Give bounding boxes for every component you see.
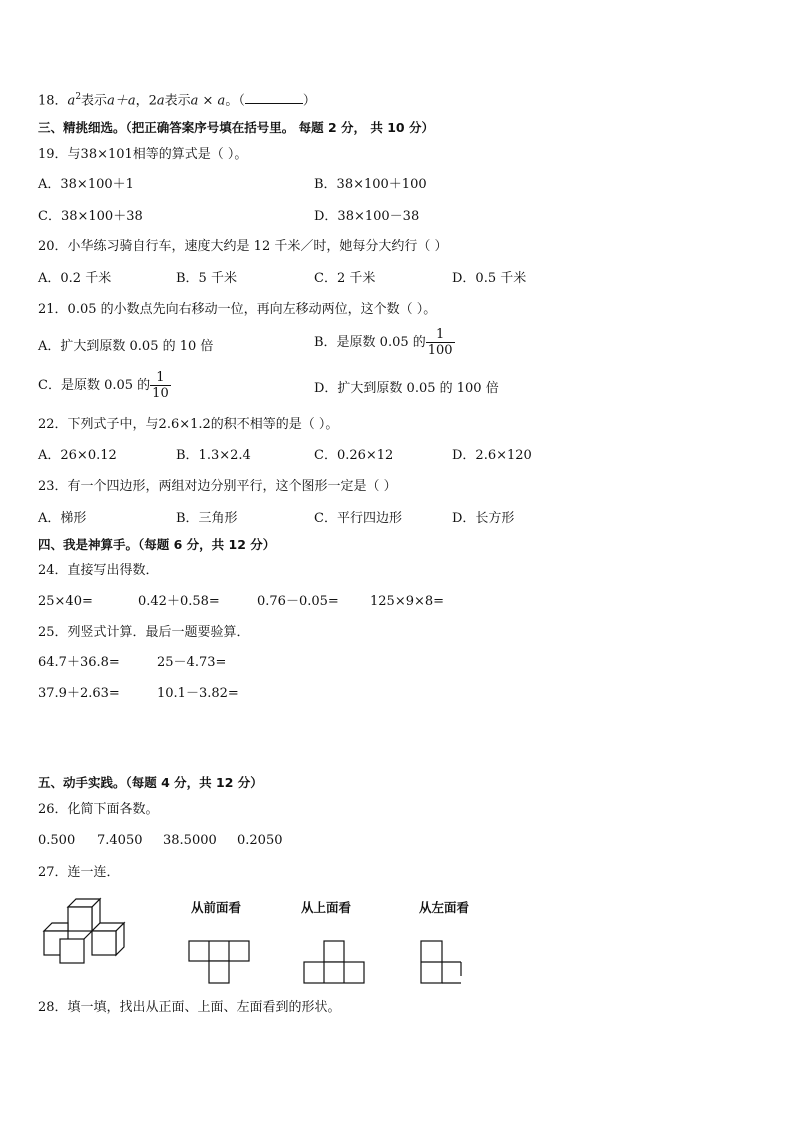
q22-option-c[interactable]: C．0.26×12	[314, 448, 394, 463]
fraction-1-100: $\frac{1}{100}$	[427, 327, 453, 358]
question-27-stem: 27．连一连．	[38, 865, 120, 880]
q24-expr-1: 25×40=	[38, 594, 93, 609]
section-5-heading: 五、动手实践。（每题 4 分，共 12 分）	[38, 775, 263, 790]
answer-blank[interactable]	[245, 91, 303, 104]
q19-option-d[interactable]: D．38×100－38	[314, 209, 420, 224]
q22-option-d[interactable]: D．2.6×120	[452, 448, 532, 463]
label-left-view: 从左面看	[419, 900, 470, 915]
q26-number-3: 38.5000	[163, 833, 217, 848]
question-22-stem: 22．下列式子中，与2.6×1.2的积不相等的是（ ）。	[38, 417, 339, 432]
q21-option-d[interactable]: D．扩大到原数 0.05 的 100 倍	[314, 381, 499, 396]
front-view-shape	[188, 940, 252, 986]
q21-option-a[interactable]: A．扩大到原数 0.05 的 10 倍	[38, 339, 214, 354]
cube-stack-figure	[42, 895, 138, 967]
question-18: 18．$a^2$表示a＋a，2a表示a × a。（ ）	[38, 92, 316, 109]
q26-number-4: 0.2050	[237, 833, 283, 848]
q20-option-c[interactable]: C．2 千米	[314, 271, 376, 286]
q23-option-a[interactable]: A．梯形	[38, 511, 87, 526]
q25-expr-1: 64.7＋36.8=	[38, 655, 120, 670]
q25-expr-2: 25－4.73=	[157, 655, 227, 670]
question-19-stem: 19．与38×101相等的算式是（ ）。	[38, 147, 248, 162]
fraction-1-10: $\frac{1}{10}$	[152, 370, 169, 401]
left-view-shape	[419, 940, 467, 986]
question-25-stem: 25．列竖式计算．最后一题要验算．	[38, 625, 250, 640]
q26-number-1: 0.500	[38, 833, 76, 848]
q23-option-d[interactable]: D．长方形	[452, 511, 515, 526]
label-front-view: 从前面看	[191, 900, 242, 915]
q19-option-b[interactable]: B．38×100＋100	[314, 177, 427, 192]
q23-option-b[interactable]: B．三角形	[176, 511, 238, 526]
question-28-stem: 28．填一填，找出从正面、上面、左面看到的形状。	[38, 1000, 341, 1015]
q20-option-d[interactable]: D．0.5 千米	[452, 271, 527, 286]
q26-number-2: 7.4050	[97, 833, 143, 848]
section-4-heading: 四、我是神算手。（每题 6 分，共 12 分）	[38, 537, 276, 552]
q24-expr-3: 0.76－0.05=	[257, 594, 339, 609]
q24-expr-4: 125×9×8=	[370, 594, 445, 609]
top-view-shape	[303, 940, 367, 986]
question-23-stem: 23．有一个四边形，两组对边分别平行，这个图形一定是（ ）	[38, 479, 397, 494]
q19-option-c[interactable]: C．38×100＋38	[38, 209, 143, 224]
q22-option-b[interactable]: B．1.3×2.4	[176, 448, 251, 463]
section-3-heading: 三、精挑细选。（把正确答案序号填在括号里。 每题 2 分， 共 10 分）	[38, 120, 434, 135]
q19-option-a[interactable]: A．38×100＋1	[38, 177, 134, 192]
q24-expr-2: 0.42＋0.58=	[138, 594, 220, 609]
q20-option-a[interactable]: A．0.2 千米	[38, 271, 112, 286]
label-top-view: 从上面看	[301, 900, 352, 915]
question-24-stem: 24．直接写出得数．	[38, 563, 159, 578]
q21-option-c[interactable]: C．是原数 0.05 的 $\frac{1}{10}$	[38, 370, 169, 401]
question-26-stem: 26．化简下面各数。	[38, 802, 159, 817]
question-20-stem: 20．小华练习骑自行车，速度大约是 12 千米／时，她每分大约行（ ）	[38, 239, 448, 254]
q22-option-a[interactable]: A．26×0.12	[38, 448, 117, 463]
q23-option-c[interactable]: C．平行四边形	[314, 511, 402, 526]
q25-expr-3: 37.9＋2.63=	[38, 686, 120, 701]
question-21-stem: 21．0.05 的小数点先向右移动一位，再向左移动两位，这个数（ ）。	[38, 302, 437, 317]
q20-option-b[interactable]: B．5 千米	[176, 271, 237, 286]
q25-expr-4: 10.1－3.82=	[157, 686, 239, 701]
q21-option-b[interactable]: B．是原数 0.05 的 $\frac{1}{100}$	[314, 327, 453, 358]
